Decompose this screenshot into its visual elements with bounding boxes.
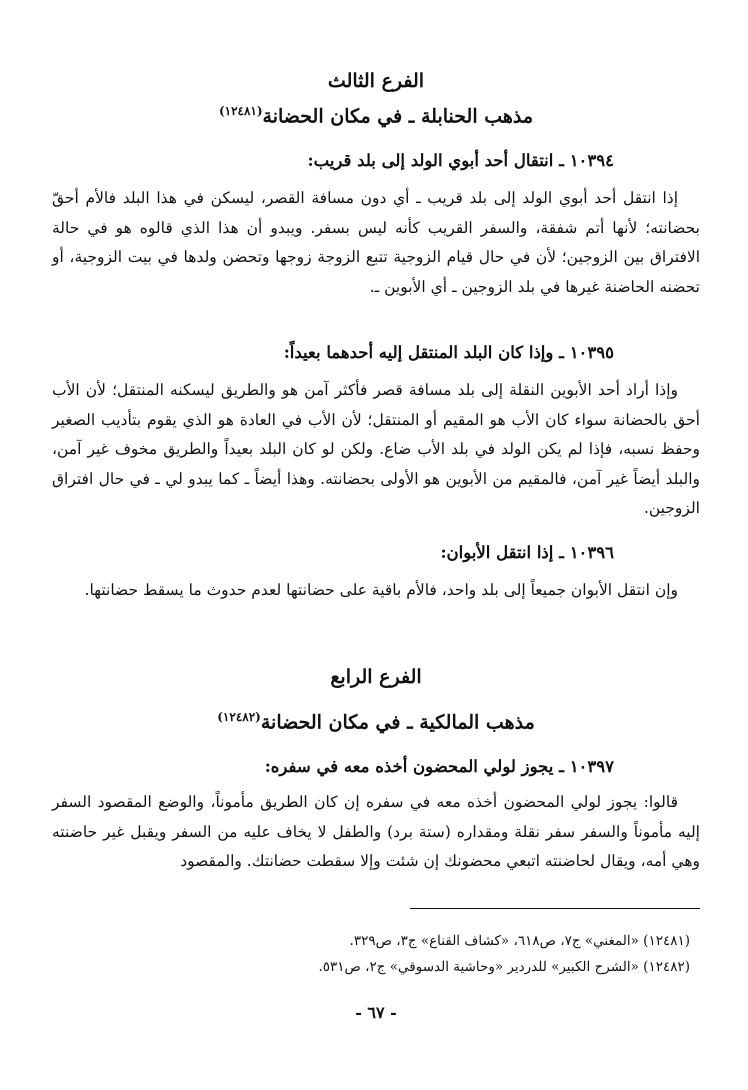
branch-four-block (52, 662, 700, 737)
branch-three-title: الفرع الثالث (327, 70, 425, 92)
footnotes (52, 928, 700, 980)
section-text-10397: قالوا: يجوز لولي المحضون أخذه معه في سفره إن كان الطريق مأموناً، والوضع المقصود السفر إليه مأموناً والسفر سفر نقلة ومقداره (ستة برد) والطفل لا يخاف عليه من السفر ويقبل غير حاضنته وهي أمه، ويقال لحاضنته اتبعي محضونك إن شئت وإلا سقطت حضانتك. والمقصود (52, 793, 700, 870)
section-text-10394: إذا انتقل أحد أبوي الولد إلى بلد قريب ـ أي دون مسافة القصر، ليسكن في هذا البلد فالأم أحقّ بحضانته؛ لأنها أتم شفقة، والسفر القريب كأنه ليس بسفر. ويبدو أن هذا الذي قالوه هو في حالة الافتراق بين الزوجين؛ لأن في حال قيام الزوجية تتبع الزوجة زوجها وتحضن ولدها في بيت الزوجية، أو تحضنه الحاضنة غيرها في بلد الزوجين ـ أي الأبوين ـ. (52, 189, 700, 296)
hanbali-school-title (52, 96, 700, 131)
page-number: - ٦٧ - (355, 1003, 397, 1022)
section-text-10395: وإذا أراد أحد الأبوين النقلة إلى بلد مسافة قصر فأكثر آمن هو والطريق ليسكنه المنتقل؛ لأن الأب أحق بالحضانة سواء كان الأب هو المقيم أو المنتقل؛ لأن الأب في العادة هو الذي يقوم بتأديب الصغير وحفظ نسبه، فإذا لم يكن الولد في بلد الأب ضاع. ولكن لو كان البلد بعيداً والطريق مخوف غير آمن، والبلد أيضاً غير آمن، فالمقيم من الأبوين هو الأولى بحضانته. وهذا أيضاً ـ كما يبدو لي ـ في حال افتراق الزوجين. (52, 381, 700, 517)
branch-three-block (52, 66, 700, 131)
footnote-divider (410, 908, 700, 909)
section-10394 (52, 146, 700, 302)
maliki-school-title (52, 702, 700, 737)
section-10396 (52, 538, 700, 606)
section-10395 (52, 338, 700, 524)
document-page (52, 0, 700, 1090)
section-10397 (52, 752, 700, 877)
section-text-10396: وإن انتقل الأبوان جميعاً إلى بلد واحد، فالأم باقية على حضانتها لعدم حدوث ما يسقط حضانتها. (84, 581, 678, 599)
maliki-school-title-text: مذهب المالكية ـ في مكان الحضانة (260, 711, 535, 734)
footnote-12481: (١٢٤٨١) «المغني» ج٧، ص٦١٨، «كشاف القناع» ج٣، ص٣٢٩. (349, 933, 690, 949)
footnote-ref-12482[interactable]: (١٢٤٨٢) (217, 710, 261, 724)
footnote-12482: (١٢٤٨٢) «الشرح الكبير» للدردير «وحاشية الدسوقي» ج٢، ص٥٣١. (318, 959, 690, 975)
footnote-ref-12481[interactable]: (١٢٤٨١) (218, 104, 263, 118)
section-heading-10396: ١٠٣٩٦ ـ إذا انتقل الأبوان: (440, 543, 614, 562)
section-heading-10394: ١٠٣٩٤ ـ انتقال أحد أبوي الولد إلى بلد قريب: (307, 151, 614, 170)
section-heading-10395: ١٠٣٩٥ ـ وإذا كان البلد المنتقل إليه أحدهما بعيداً: (283, 343, 614, 362)
branch-four-title: الفرع الرابع (330, 666, 422, 688)
section-heading-10397: ١٠٣٩٧ ـ يجوز لولي المحضون أخذه معه في سفره: (264, 757, 614, 776)
hanbali-school-title-text: مذهب الحنابلة ـ في مكان الحضانة (262, 105, 534, 128)
